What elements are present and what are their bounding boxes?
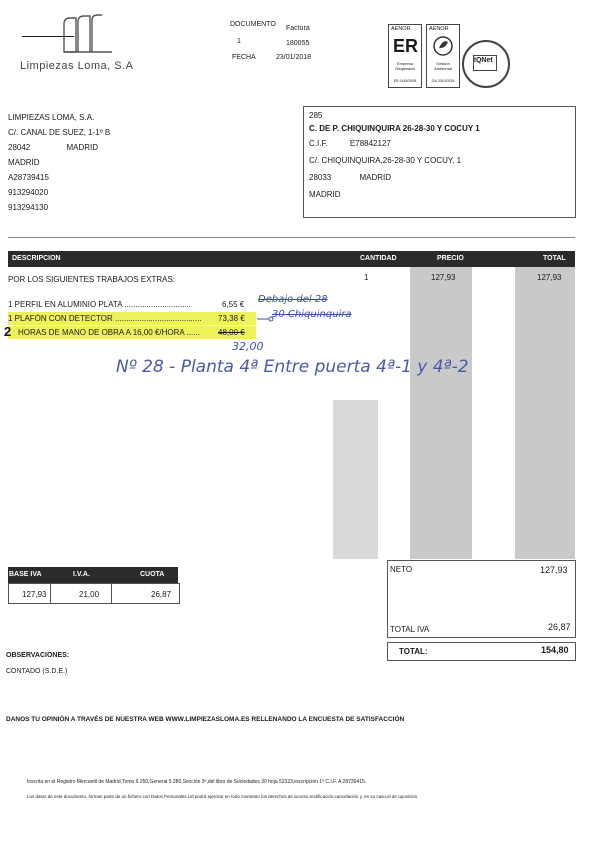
tax-base-value: 127,93 <box>22 590 47 599</box>
client-city-line <box>309 169 571 186</box>
company-logo <box>18 14 158 78</box>
client-postcode: 28033 <box>309 173 332 182</box>
invoice-number: 180055 <box>286 40 310 47</box>
tax-header-base: BASE IVA <box>9 571 42 578</box>
detail-2-amount: 73,38 € <box>218 314 245 323</box>
detail-line-1 <box>8 300 258 309</box>
client-address: C/. CHIQUINQUIRA,26-28-30 Y COCUY, 1 <box>309 156 462 165</box>
documento-label: DOCUMENTO <box>230 21 276 28</box>
issuer-name: LIMPIEZAS LOMA, S.A. <box>8 113 95 122</box>
tax-divider-2 <box>111 583 112 603</box>
aenor-ga-badge <box>426 24 460 88</box>
client-cif-line <box>309 135 571 152</box>
total-column-shade <box>515 267 575 559</box>
aenor-er-code: ER-1454/2008 <box>393 79 417 83</box>
detail-2-text: 1 PLAFÓN CON DETECTOR ....................................... <box>8 314 202 323</box>
header-precio: PRECIO <box>437 255 464 262</box>
issuer-fax: 913294130 <box>8 203 49 212</box>
observations-label: OBSERVACIONES: <box>6 652 70 659</box>
survey-text: DANOS TU OPINIÓN A TRAVÉS DE NUESTRA WEB WWW.LIMPIEZASLOMA.ES RELLENANDO LA ENCUESTA DE SATISFACCIÓN <box>6 716 405 723</box>
grand-total-label: TOTAL: <box>399 647 428 656</box>
number-label: 1 <box>237 38 241 45</box>
grand-total-value: 154,80 <box>541 645 569 655</box>
issuer-city-line <box>8 140 288 155</box>
header-cantidad: CANTIDAD <box>360 255 397 262</box>
total-iva-label: TOTAL IVA <box>390 625 430 634</box>
issuer-city: MADRID <box>66 143 99 152</box>
documento-value: Factura <box>286 25 310 32</box>
client-name: C. DE P. CHIQUINQUIRA 26-28-30 Y COCUY 1 <box>309 124 480 133</box>
tax-header-iva: I.V.A. <box>73 571 90 578</box>
issuer-province: MADRID <box>8 158 40 167</box>
fecha-value: 23/01/2018 <box>276 54 312 61</box>
client-province: MADRID <box>309 190 341 199</box>
detail-1-handwritten-note: Debajo del 28 <box>258 294 328 305</box>
aenor-ga-code: GA-2010/0334 <box>431 79 455 83</box>
detail-3-text: HORAS DE MANO DE OBRA A 16,00 €/HORA ...... <box>18 328 200 337</box>
aenor-ga-caption: Gestión Ambiental <box>434 61 452 71</box>
table-header-bar <box>8 251 575 267</box>
client-cif-value: E78842127 <box>349 139 391 148</box>
client-code: 285 <box>309 111 323 120</box>
detail-1-text: 1 PERFIL EN ALUMINIO PLATA .............................. <box>8 300 192 309</box>
detail-3-qty-mark: 2 <box>4 324 12 339</box>
tax-header-cuota: CUOTA <box>140 571 165 578</box>
detail-1-amount: 6,55 € <box>222 300 245 309</box>
issuer-postcode: 28042 <box>8 143 31 152</box>
main-row-cantidad: 1 <box>364 273 369 282</box>
header-total: TOTAL <box>543 255 566 262</box>
footer-privacy: Los datos de este documento, forman parte de un fichero con Datos Personales.Ud podrá ejercitar en todo momento los derechos de acceso,rectificación,cancelación y, en su caso,el de oposición. <box>27 794 419 799</box>
issuer-phone: 913294020 <box>8 188 49 197</box>
main-row-total: 127,93 <box>537 273 562 282</box>
fecha-label: FECHA <box>232 54 256 61</box>
logo-mark-icon <box>56 14 122 54</box>
aenor-er-top: AENOR <box>391 26 411 32</box>
issuer-address: C/. CANAL DE SUEZ, 1-1º B <box>8 128 111 137</box>
handwritten-correction: 32,00 <box>232 340 264 353</box>
main-row-precio: 127,93 <box>431 273 456 282</box>
precio-column-shade <box>410 267 472 559</box>
iqnet-badge <box>462 40 510 88</box>
detail-3-amount: 48,00 € <box>218 328 245 337</box>
issuer-block <box>8 110 288 218</box>
cantidad-column-shade <box>333 400 378 559</box>
neto-value: 127,93 <box>540 565 568 575</box>
iqnet-text: IQNet <box>474 57 493 64</box>
client-cif-label: C.I.F. <box>309 139 328 148</box>
aenor-er-caption: Empresa Registrada <box>395 61 415 71</box>
client-city: MADRID <box>359 173 392 182</box>
aenor-er-badge <box>388 24 422 88</box>
header-descripcion: DESCRIPCION <box>12 255 61 262</box>
issuer-cif: A28739415 <box>8 173 49 182</box>
tax-iva-value: 21,00 <box>79 590 100 599</box>
main-row-desc: POR LOS SIGUIENTES TRABAJOS EXTRAS: <box>8 275 176 284</box>
client-block <box>309 110 571 203</box>
handwritten-location-note: Nº 28 - Planta 4ª Entre puerta 4ª-1 y 4ª-2 <box>116 357 469 377</box>
er-mark: ER <box>393 36 419 56</box>
leaf-icon <box>432 35 454 57</box>
total-iva-value: 26,87 <box>548 622 571 632</box>
footer-registry: Inscrita en el Registro Mercantil de Madrid,Tomo 6.250,General 5.280,Sección 3ª,del libro de Sociedades 30 hoja 52323,inscripción 1ª C.I.F. A 28739415. <box>27 779 367 785</box>
neto-label: NETO <box>390 565 413 574</box>
observations-text: CONTADO (S.D.E.) <box>6 668 68 675</box>
table-top-rule <box>8 237 575 238</box>
aenor-ga-top: AENOR <box>429 26 449 32</box>
detail-2-handwritten-note: 30 Chiquinquira <box>272 309 352 320</box>
tax-cuota-value: 26,87 <box>151 590 172 599</box>
logo-text: Limpiezas Loma, S.A <box>20 60 134 72</box>
tax-divider-1 <box>50 583 51 603</box>
